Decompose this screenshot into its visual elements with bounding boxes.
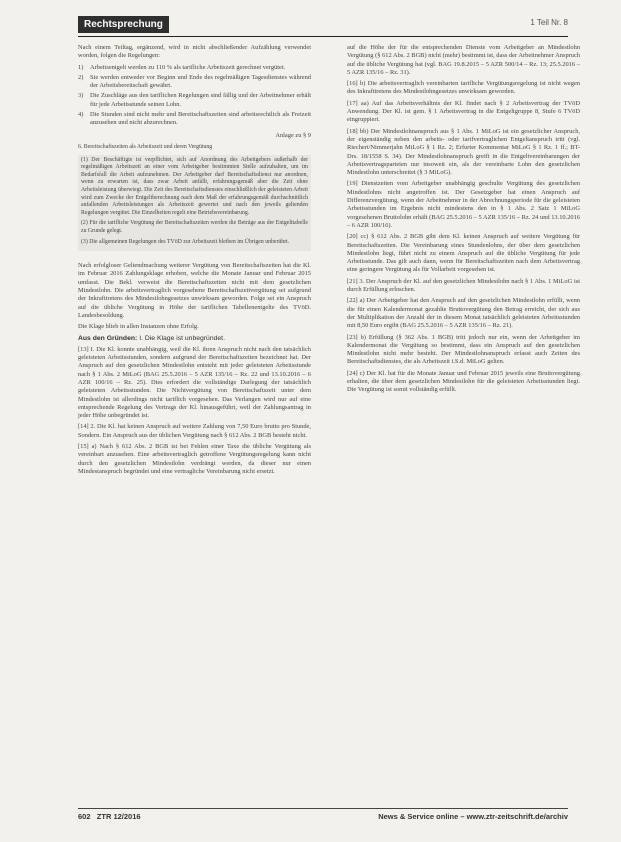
quoted-provision — [78, 155, 311, 252]
provision-para: (3) Die allgemeinen Regelungen des TVöD zur Arbeitszeit bleiben im Übrigen unberührt. — [81, 238, 290, 245]
right-column — [347, 44, 580, 398]
reasons-paragraph: [14] 2. Die Kl. hat keinen Anspruch auf weitere Zahlung von 7,50 Euro brutto pro Stunde, Sondern. Ein Anspruch aus der üblichen Vergütung nach § 612 Abs. 2 BGB besteht nicht. — [78, 423, 311, 439]
procedure-paragraph: Die Klage blieb in allen Instanzen ohne Erfolg. — [78, 323, 199, 331]
reasons-paragraph: [22] a) Der Arbeitgeber hat den Anspruch auf den gesetzlichen Mindestlohn erfüllt, wenn die für einen Kalendermonat gezahlte Bruttovergütung den Betrag erreicht, der sich aus der Multiplikation der Anzahl der in diesem Monat tatsächlich geleisteten Arbeitsstunden mit 8,50 Euro ergibt (BAG 25.5.2016 – 5 AZR 135/16 – Rz. 21). — [347, 297, 580, 330]
facts-paragraph: Nach erfolgloser Geltendmachung weiterer Vergütung von Bereitschaftszeiten hat die Kl. im Februar 2016 Zahlungsklage erhoben, welche die Monate Januar und Februar 2015 umfasst. Die Bekl. verweist die Bereitschaftszeiten nicht mit dem gesetzlichen Mindestlohn. Die arbeitsvertraglich vorgesehene Bereitschaftszeitvergütung sei aufgrund der Inkrafttretens des Mindestlohngesetzes unwirksam geworden. Folge sei ein Anspruch auf die übliche Vergütung in Höhe der tariflichen Tabellenentgelte des TVöD. Landesbesoldung. — [78, 262, 311, 319]
header-issue: 1 Teil Nr. 8 — [530, 18, 568, 27]
reasons-paragraph: [19] Dienstzeiten vom Arbeitgeber unabhängig geschulte Vergütung des gesetzlichen Mindestlohns nicht angetroffen ist. Der Gesetzgeber hat einen Anspruch auf Differenzvergütung, wenn der Arbeitnehmer in der Abrechnungsperiode für die geleisteten Arbeitsstunden im Ergebnis nicht mindestens den in § 1 Abs. 2 Satz 1 MiLoG vorgesehenen Bruttolohn erhält (BAG 25.5.2016 – 5 AZR 135/16 – Rz. 24 und 13.10.2016 – 6 AZR 100/16). — [347, 180, 580, 229]
page-number: 602 — [78, 812, 91, 821]
list-item: 2) Sie werden entweder vor Beginn und Ende des regelmäßigen Tagesdienstes während der Arbeitsbereitschaft gewährt. — [78, 73, 311, 90]
list-item: 3) Die Zuschläge aus den tariflichen Regelungen sind fällig und der Arbeitnehmer erhält für jede Arbeitsstunde seinen Lohn. — [78, 92, 311, 108]
page-header — [78, 14, 568, 36]
rule-list — [78, 64, 311, 128]
reasons-paragraph: [13] I. Die Kl. konnte unabhängig, weil die Kl. ihren Anspruch nicht nach den tatsächlich geleisteten Arbeitsstunden, sondern aufgrund der Bereitschaftszeiten bezeichnet hat. Der Anspruch auf den gesetzlichen Mindestlohn entsteht mit jeder geleisteten Arbeitsstunde nach § 1 Abs. 2 MiLoG (BAG 25.5.2016 – 5 AZR 135/16 – Rz. 22 und 13.10.2016 – 6 AZR 100/16 – Rz. 25). Dies erfordert die vollständige Darlegung der tatsächlich geleisteten Arbeitsstunden. Die Nichtvergütung von Bereitschaftszeit unter dem Mindestlohn ist allerdings nicht tariflich vorgesehen. Das Verlangen wird nur auf eine entsprechende Regelung des Vertrags der Kl. hinausgeführt, weil der Zahlungsantrag in jeder Höhe unbegründet ist. — [78, 345, 311, 420]
footer-link[interactable]: News & Service online – www.ztr-zeitschrift.de/archiv — [378, 812, 568, 821]
reasons-paragraph: [21] 3. Der Anspruch der Kl. auf den gesetzlichen Mindestlohn nach § 1 Abs. 1 MiLoG ist durch Erfüllung erloschen. — [347, 277, 580, 294]
reasons-paragraph: [23] b) Erfüllung (§ 362 Abs. 1 BGB) tritt jedoch nur ein, wenn der Arbeitgeber im Kalendermonat die Vergütung so bestimmt, dass ein Anspruch auf den gesetzlichen Mindestlohn nicht mehr besteht. Der Mindestlohnanspruch erfasst auch Zeiten des Bereitschaftsdienstes, die als Arbeitszeit i.S.d. MiLoG gelten. — [347, 333, 580, 366]
page-footer — [78, 812, 568, 826]
list-item: 1) Arbeitsentgelt werden zu 110 % als tarifliche Arbeitszeit gerechnet vergütet. — [78, 63, 286, 71]
header-rule — [78, 36, 568, 37]
intro-text: Nach einem Teiltag, ergänzend, wird in nicht abschließender Aufzählung verwendet worden, folgen die Regelungen: — [78, 44, 311, 60]
footer-left — [78, 812, 141, 821]
section-title: Rechtsprechung — [78, 16, 169, 33]
provision-para: (2) Für die tarifliche Vergütung der Bereitschaftszeiten werden die Beträge aus der Entgelttabelle zu Grunde gelegt. — [81, 220, 308, 234]
reasons-paragraph: [24] c) Der Kl. hat für die Monate Januar und Februar 2015 jeweils eine Bruttovergütung erhalten, die über dem gesetzlichen Mindestlohn für die geleisteten Arbeitsstunden liegt. Die Vergütung ist somit vollständig erfüllt. — [347, 369, 580, 394]
provision-para: (1) Der Beschäftigte ist verpflichtet, sich auf Anordnung des Arbeitgebers außerhalb der regelmäßigen Arbeitszeit an einer vom Arbeitgeber bestimmten Stelle aufzuhalten, um im Bedarfsfall die Arbeit aufzunehmen. Der Arbeitgeber darf Bereitschaftsdienst nur anordnen, wenn zu erwarten ist, dass zwar Arbeit anfällt, erfahrungsgemäß aber die Zeit ohne Arbeitsleistung überwiegt. Die Zeit des Bereitschaftsdienstes einschließlich der geleisteten Arbeit wird zum Zwecke der Entgeltberechnung nach dem Maß der erfahrungsgemäß durchschnittlich anfallenden Arbeitsleistungen als Arbeitszeit gewertet und nach den jeweils geltenden Regelungen vergütet. Die Einzelheiten regelt eine Betriebsvereinbarung. — [81, 156, 308, 216]
list-item: 4) Die Stunden sind nicht mehr und Bereitschaftszeiten sind arbeitsrechtlich als Freizeit anzusehen und nicht abzurechnen. — [78, 111, 311, 127]
reasons-paragraph: [17] aa) Auf das Arbeitsverhältnis der Kl. findet nach § 2 Arbeitsvertrag der TVöD Anwendung. Der Kl. ist gem. § 1 Arbeitsvertrag in die Entgeltgruppe 8, Stufe 6 TVöD eingruppiert. — [347, 99, 580, 124]
reasons-heading: Aus den Gründen: I. Die Klage ist unbegründet. — [78, 335, 225, 343]
reasons-paragraph: [18] bb) Der Mindestlohnanspruch aus § 1 Abs. 1 MiLoG ist ein gesetzlicher Anspruch, der eigenständig neben den arbeits- oder tarifvertraglichen Entgeltanspruch tritt (vgl. Riechert/Nimmerjahn MiLoG § 1 Rz. 2; Erfurter Kommentar MiLoG § 1 Rz. 1 ff.; BT-Drs. 18/1558 S. 34). Der Mindestlohnanspruch greift in die Entgeltvereinbarungen der Arbeitsvertragsparteien nur insoweit ein, als der vereinbarte Lohn den gesetzlichen Mindestlohn unterschreitet (§ 3 MiLoG). — [347, 127, 580, 177]
reasons-paragraph: [15] a) Nach § 612 Abs. 2 BGB ist bei Fehlen einer Taxe die übliche Vergütung als vereinbart anzusehen. Eine arbeitsvertraglich getroffene Vergütungsregelung kann nicht durch den gesetzlichen Mindestlohn verdrängt werden, da dieser nur einen Mindestanspruch begründet und eine vertragliche Vereinbarung nicht ersetzt. — [78, 443, 311, 475]
issue-label: ZTR 12/2016 — [96, 812, 141, 821]
left-column — [78, 44, 311, 479]
reasons-paragraph: [16] b) Die arbeitsvertraglich vereinbarten tarifliche Vergütungsregelung ist nicht wegen des Inkrafttretens des Mindestlohngesetzes unwirksam geworden. — [347, 80, 580, 96]
sub-heading: 6. Bereitschaftszeiten als Arbeitszeit und deren Vergütung — [78, 143, 213, 150]
reasons-paragraph: [20] cc) § 612 Abs. 2 BGB gibt dem Kl. keinen Anspruch auf weitere Vergütung für Bereitschaftszeiten. Die Vereinbarung eines Stundenlohns, der über dem gesetzlichen Mindestlohn liegt, führt nicht zu einem Anspruch auf die übliche Vergütung für jede Arbeitsstunde. Das gilt auch dann, wenn für Bereitschaftszeiten nach dem Arbeitsvertrag eine geringere Vergütung als für Vollarbeit vorgesehen ist. — [347, 233, 580, 274]
anlage-label: Anlage zu § 9 — [275, 131, 311, 139]
footer-rule — [78, 808, 568, 809]
continued-text: auf die Höhe der für die entsprechenden Dienste vom Arbeitgeber an Mindestlohn Vergütung (§ 612 Abs. 2 BGB) nicht (mehr) bestimmt ist, dass der Arbeitnehmer Anspruch auf die übliche Vergütung hat (vgl. BAG 19.8.2015 – 5 AZR 500/14 – Rz. 13; 25.5.2016 – 5 AZR 135/16 – Rz. 31). — [347, 44, 580, 76]
